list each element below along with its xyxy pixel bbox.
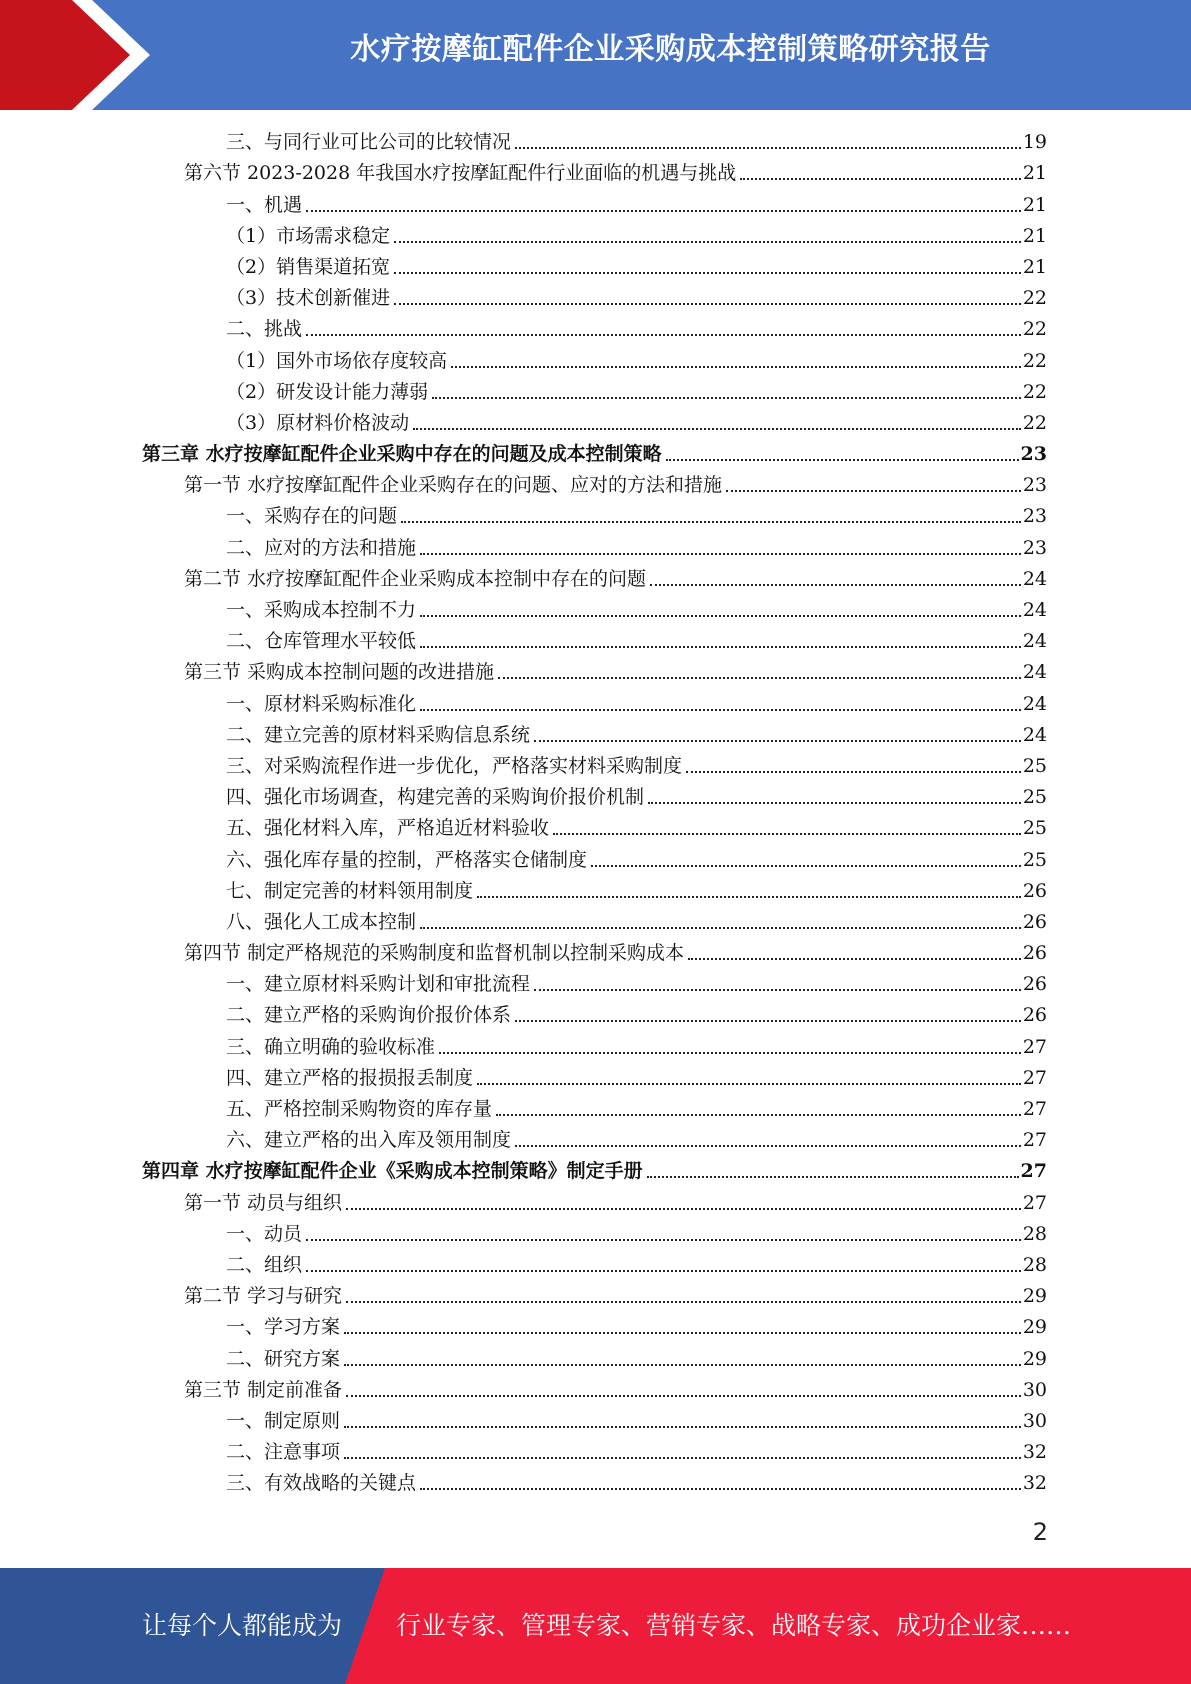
toc-entry[interactable] xyxy=(0,1186,1191,1217)
toc-entry[interactable] xyxy=(0,188,1191,219)
toc-entry-page: 29 xyxy=(1022,1285,1047,1308)
toc-dot-leader xyxy=(420,927,1021,929)
table-of-contents xyxy=(0,126,1191,1498)
toc-entry[interactable] xyxy=(0,1342,1191,1373)
toc-entry-page: 25 xyxy=(1022,754,1047,777)
toc-entry-page: 23 xyxy=(1022,474,1047,497)
toc-entry-page: 25 xyxy=(1022,817,1047,840)
toc-entry[interactable] xyxy=(0,1280,1191,1311)
toc-entry-page: 25 xyxy=(1022,786,1047,809)
chevron-arrow-icon xyxy=(0,0,160,110)
toc-entry-label: 一、原材料采购标准化 xyxy=(226,692,417,715)
toc-dot-leader xyxy=(686,771,1021,773)
toc-entry-page: 26 xyxy=(1022,1004,1047,1027)
toc-entry-label: 第四章 水疗按摩缸配件企业《采购成本控制策略》制定手册 xyxy=(142,1160,643,1183)
toc-dot-leader xyxy=(306,1239,1021,1241)
toc-entry-page: 28 xyxy=(1022,1253,1047,1276)
toc-entry-page: 30 xyxy=(1022,1409,1047,1432)
toc-entry[interactable] xyxy=(0,531,1191,562)
toc-dot-leader xyxy=(344,1332,1021,1334)
toc-entry[interactable] xyxy=(0,1467,1191,1498)
toc-entry[interactable] xyxy=(0,1311,1191,1342)
toc-entry[interactable] xyxy=(0,594,1191,625)
toc-entry[interactable] xyxy=(0,407,1191,438)
toc-entry[interactable] xyxy=(0,625,1191,656)
toc-entry-label: 五、严格控制采购物资的库存量 xyxy=(226,1098,493,1120)
toc-entry-page: 26 xyxy=(1022,942,1047,965)
toc-entry[interactable] xyxy=(0,282,1191,313)
toc-dot-leader xyxy=(515,1145,1021,1147)
toc-dot-leader xyxy=(726,490,1021,492)
toc-entry-page: 24 xyxy=(1022,630,1047,653)
toc-entry-label: 一、建立原材料采购计划和审批流程 xyxy=(226,973,531,996)
toc-entry-page: 21 xyxy=(1022,224,1047,247)
toc-entry[interactable] xyxy=(0,875,1191,906)
toc-dot-leader xyxy=(420,646,1021,648)
toc-entry[interactable] xyxy=(0,1436,1191,1467)
toc-entry-label: 一、动员 xyxy=(226,1222,303,1245)
toc-dot-leader xyxy=(401,521,1021,523)
toc-entry[interactable] xyxy=(0,1374,1191,1405)
toc-entry-label: 七、制定完善的材料领用制度 xyxy=(226,879,474,902)
toc-entry[interactable] xyxy=(0,563,1191,594)
toc-entry-label: 第三节 制定前准备 xyxy=(184,1378,343,1401)
toc-entry-label: 四、强化市场调查，构建完善的采购询价报价机制 xyxy=(226,786,645,809)
toc-entry[interactable] xyxy=(0,438,1191,469)
toc-dot-leader xyxy=(515,147,1021,149)
toc-entry-page: 24 xyxy=(1022,692,1047,715)
footer-slogan-right: 行业专家、管理专家、营销专家、战略专家、成功企业家…… xyxy=(396,1611,1072,1640)
toc-entry-page: 21 xyxy=(1022,162,1047,185)
toc-dot-leader xyxy=(420,615,1021,617)
toc-dot-leader xyxy=(420,553,1021,555)
toc-dot-leader xyxy=(591,865,1021,867)
toc-entry[interactable] xyxy=(0,781,1191,812)
toc-entry-page: 27 xyxy=(1020,1160,1047,1183)
toc-entry[interactable] xyxy=(0,469,1191,500)
toc-entry[interactable] xyxy=(0,687,1191,718)
toc-entry-label: 一、采购成本控制不力 xyxy=(226,599,417,621)
toc-entry[interactable] xyxy=(0,376,1191,407)
toc-dot-leader xyxy=(553,833,1021,835)
toc-dot-leader xyxy=(346,1301,1021,1303)
toc-entry-page: 27 xyxy=(1022,1129,1047,1152)
toc-entry-label: （1）市场需求稳定 xyxy=(226,224,391,247)
toc-entry-label: 五、强化材料入库，严格追近材料验收 xyxy=(226,817,550,840)
toc-entry-page: 28 xyxy=(1022,1222,1047,1245)
toc-entry[interactable] xyxy=(0,1062,1191,1093)
toc-dot-leader xyxy=(688,958,1021,960)
toc-entry-label: 第六节 2023-2028 年我国水疗按摩缸配件行业面临的机遇与挑战 xyxy=(184,162,737,185)
toc-dot-leader xyxy=(740,178,1021,180)
toc-entry[interactable] xyxy=(0,500,1191,531)
toc-entry[interactable] xyxy=(0,812,1191,843)
toc-entry-page: 22 xyxy=(1022,380,1047,403)
toc-entry-page: 21 xyxy=(1022,193,1047,216)
toc-dot-leader xyxy=(420,1488,1021,1490)
page-number: 2 xyxy=(1032,1518,1048,1546)
toc-entry[interactable] xyxy=(0,313,1191,344)
toc-entry[interactable] xyxy=(0,750,1191,781)
toc-dot-leader xyxy=(394,303,1021,305)
toc-dot-leader xyxy=(496,1114,1021,1116)
toc-entry-label: （2）研发设计能力薄弱 xyxy=(226,380,429,403)
toc-dot-leader xyxy=(306,334,1021,336)
toc-entry[interactable] xyxy=(0,1155,1191,1186)
toc-entry-page: 23 xyxy=(1022,505,1047,528)
toc-entry-page: 22 xyxy=(1022,411,1047,434)
toc-dot-leader xyxy=(439,1052,1021,1054)
toc-entry-label: 第三章 水疗按摩缸配件企业采购中存在的问题及成本控制策略 xyxy=(142,443,662,466)
toc-entry[interactable] xyxy=(0,1218,1191,1249)
toc-entry-label: 三、确立明确的验收标准 xyxy=(226,1035,436,1058)
toc-entry-page: 27 xyxy=(1022,1191,1047,1214)
toc-entry[interactable] xyxy=(0,906,1191,937)
toc-entry-page: 27 xyxy=(1022,1035,1047,1058)
toc-entry-label: 第三节 采购成本控制问题的改进措施 xyxy=(184,661,495,684)
toc-entry-page: 22 xyxy=(1022,349,1047,372)
toc-entry-label: 第二节 水疗按摩缸配件企业采购成本控制中存在的问题 xyxy=(184,567,647,590)
toc-entry[interactable] xyxy=(0,1249,1191,1280)
toc-dot-leader xyxy=(451,366,1021,368)
toc-entry-label: 三、与同行业可比公司的比较情况 xyxy=(226,131,512,154)
toc-entry-label: 二、注意事项 xyxy=(226,1441,341,1464)
toc-entry-label: 四、建立严格的报损报丢制度 xyxy=(226,1066,474,1089)
toc-entry-page: 26 xyxy=(1022,910,1047,933)
toc-entry-page: 24 xyxy=(1022,567,1047,590)
toc-dot-leader xyxy=(346,1395,1021,1397)
toc-dot-leader xyxy=(344,1364,1021,1366)
toc-entry-page: 21 xyxy=(1022,255,1047,278)
toc-entry-label: 二、建立严格的采购询价报价体系 xyxy=(226,1004,512,1027)
toc-entry-page: 24 xyxy=(1022,599,1047,621)
toc-entry-page: 19 xyxy=(1022,131,1047,154)
toc-entry-label: 第一节 水疗按摩缸配件企业采购存在的问题、应对的方法和措施 xyxy=(184,474,723,497)
toc-entry-label: 六、建立严格的出入库及领用制度 xyxy=(226,1129,512,1152)
toc-entry[interactable] xyxy=(0,1124,1191,1155)
toc-entry[interactable] xyxy=(0,968,1191,999)
toc-entry-page: 22 xyxy=(1022,287,1047,310)
footer-slogan-left: 让每个人都能成为 xyxy=(142,1611,343,1640)
toc-entry-page: 27 xyxy=(1022,1098,1047,1120)
toc-entry-label: 第二节 学习与研究 xyxy=(184,1285,343,1308)
toc-entry-label: 一、机遇 xyxy=(226,193,303,216)
toc-dot-leader xyxy=(306,1270,1021,1272)
toc-entry-label: 一、采购存在的问题 xyxy=(226,505,398,528)
toc-entry-label: 第一节 动员与组织 xyxy=(184,1191,343,1214)
toc-entry-page: 23 xyxy=(1020,443,1047,466)
toc-entry-page: 26 xyxy=(1022,879,1047,902)
toc-entry-label: 一、学习方案 xyxy=(226,1316,341,1339)
toc-entry-label: （2）销售渠道拓宽 xyxy=(226,255,391,278)
toc-entry-page: 32 xyxy=(1022,1472,1047,1495)
toc-entry[interactable] xyxy=(0,1030,1191,1061)
toc-entry-page: 24 xyxy=(1022,723,1047,746)
toc-entry-page: 26 xyxy=(1022,973,1047,996)
toc-dot-leader xyxy=(477,896,1021,898)
toc-entry-label: 二、挑战 xyxy=(226,318,303,341)
toc-entry-label: 二、仓库管理水平较低 xyxy=(226,630,417,653)
toc-entry-page: 25 xyxy=(1022,848,1047,871)
toc-entry-label: （1）国外市场依存度较高 xyxy=(226,349,448,372)
toc-dot-leader xyxy=(647,1176,1019,1178)
page-footer xyxy=(0,1568,1191,1684)
toc-entry[interactable] xyxy=(0,126,1191,157)
toc-entry-label: 二、建立完善的原材料采购信息系统 xyxy=(226,723,531,746)
toc-dot-leader xyxy=(346,1208,1021,1210)
toc-dot-leader xyxy=(394,241,1021,243)
toc-entry-page: 29 xyxy=(1022,1347,1047,1370)
toc-dot-leader xyxy=(420,709,1021,711)
toc-entry-page: 30 xyxy=(1022,1378,1047,1401)
toc-entry[interactable] xyxy=(0,937,1191,968)
toc-entry-page: 24 xyxy=(1022,661,1047,684)
toc-entry[interactable] xyxy=(0,843,1191,874)
toc-entry-label: 六、强化库存量的控制，严格落实仓储制度 xyxy=(226,848,588,871)
toc-entry[interactable] xyxy=(0,719,1191,750)
toc-entry-label: 三、有效战略的关键点 xyxy=(226,1472,417,1495)
toc-entry[interactable] xyxy=(0,251,1191,282)
toc-entry-label: 二、应对的方法和措施 xyxy=(226,536,417,559)
report-title: 水疗按摩缸配件企业采购成本控制策略研究报告 xyxy=(350,32,991,67)
toc-entry[interactable] xyxy=(0,999,1191,1030)
toc-dot-leader xyxy=(344,1457,1021,1459)
toc-entry-label: （3）技术创新催进 xyxy=(226,287,391,310)
page-header xyxy=(0,0,1191,110)
toc-dot-leader xyxy=(498,677,1021,679)
toc-dot-leader xyxy=(394,272,1021,274)
toc-dot-leader xyxy=(650,584,1021,586)
toc-entry-page: 27 xyxy=(1022,1066,1047,1089)
toc-entry-label: （3）原材料价格波动 xyxy=(226,411,410,434)
toc-dot-leader xyxy=(648,802,1021,804)
toc-entry[interactable] xyxy=(0,656,1191,687)
toc-entry[interactable] xyxy=(0,1093,1191,1124)
toc-entry-page: 29 xyxy=(1022,1316,1047,1339)
toc-entry[interactable] xyxy=(0,220,1191,251)
toc-entry-label: 八、强化人工成本控制 xyxy=(226,910,417,933)
toc-dot-leader xyxy=(666,459,1019,461)
toc-dot-leader xyxy=(432,397,1021,399)
toc-entry-label: 二、组织 xyxy=(226,1253,303,1276)
toc-dot-leader xyxy=(344,1426,1021,1428)
toc-entry-label: 一、制定原则 xyxy=(226,1409,341,1432)
toc-dot-leader xyxy=(413,428,1021,430)
toc-dot-leader xyxy=(515,1020,1021,1022)
toc-dot-leader xyxy=(534,740,1021,742)
toc-entry-label: 第四节 制定严格规范的采购制度和监督机制以控制采购成本 xyxy=(184,942,685,965)
toc-dot-leader xyxy=(477,1083,1021,1085)
toc-entry[interactable] xyxy=(0,157,1191,188)
toc-entry[interactable] xyxy=(0,1405,1191,1436)
toc-dot-leader xyxy=(306,210,1021,212)
toc-entry-page: 22 xyxy=(1022,318,1047,341)
toc-entry-page: 32 xyxy=(1022,1441,1047,1464)
toc-entry[interactable] xyxy=(0,344,1191,375)
toc-entry-page: 23 xyxy=(1022,536,1047,559)
toc-dot-leader xyxy=(534,989,1021,991)
toc-entry-label: 二、研究方案 xyxy=(226,1347,341,1370)
toc-entry-label: 三、对采购流程作进一步优化，严格落实材料采购制度 xyxy=(226,754,683,777)
